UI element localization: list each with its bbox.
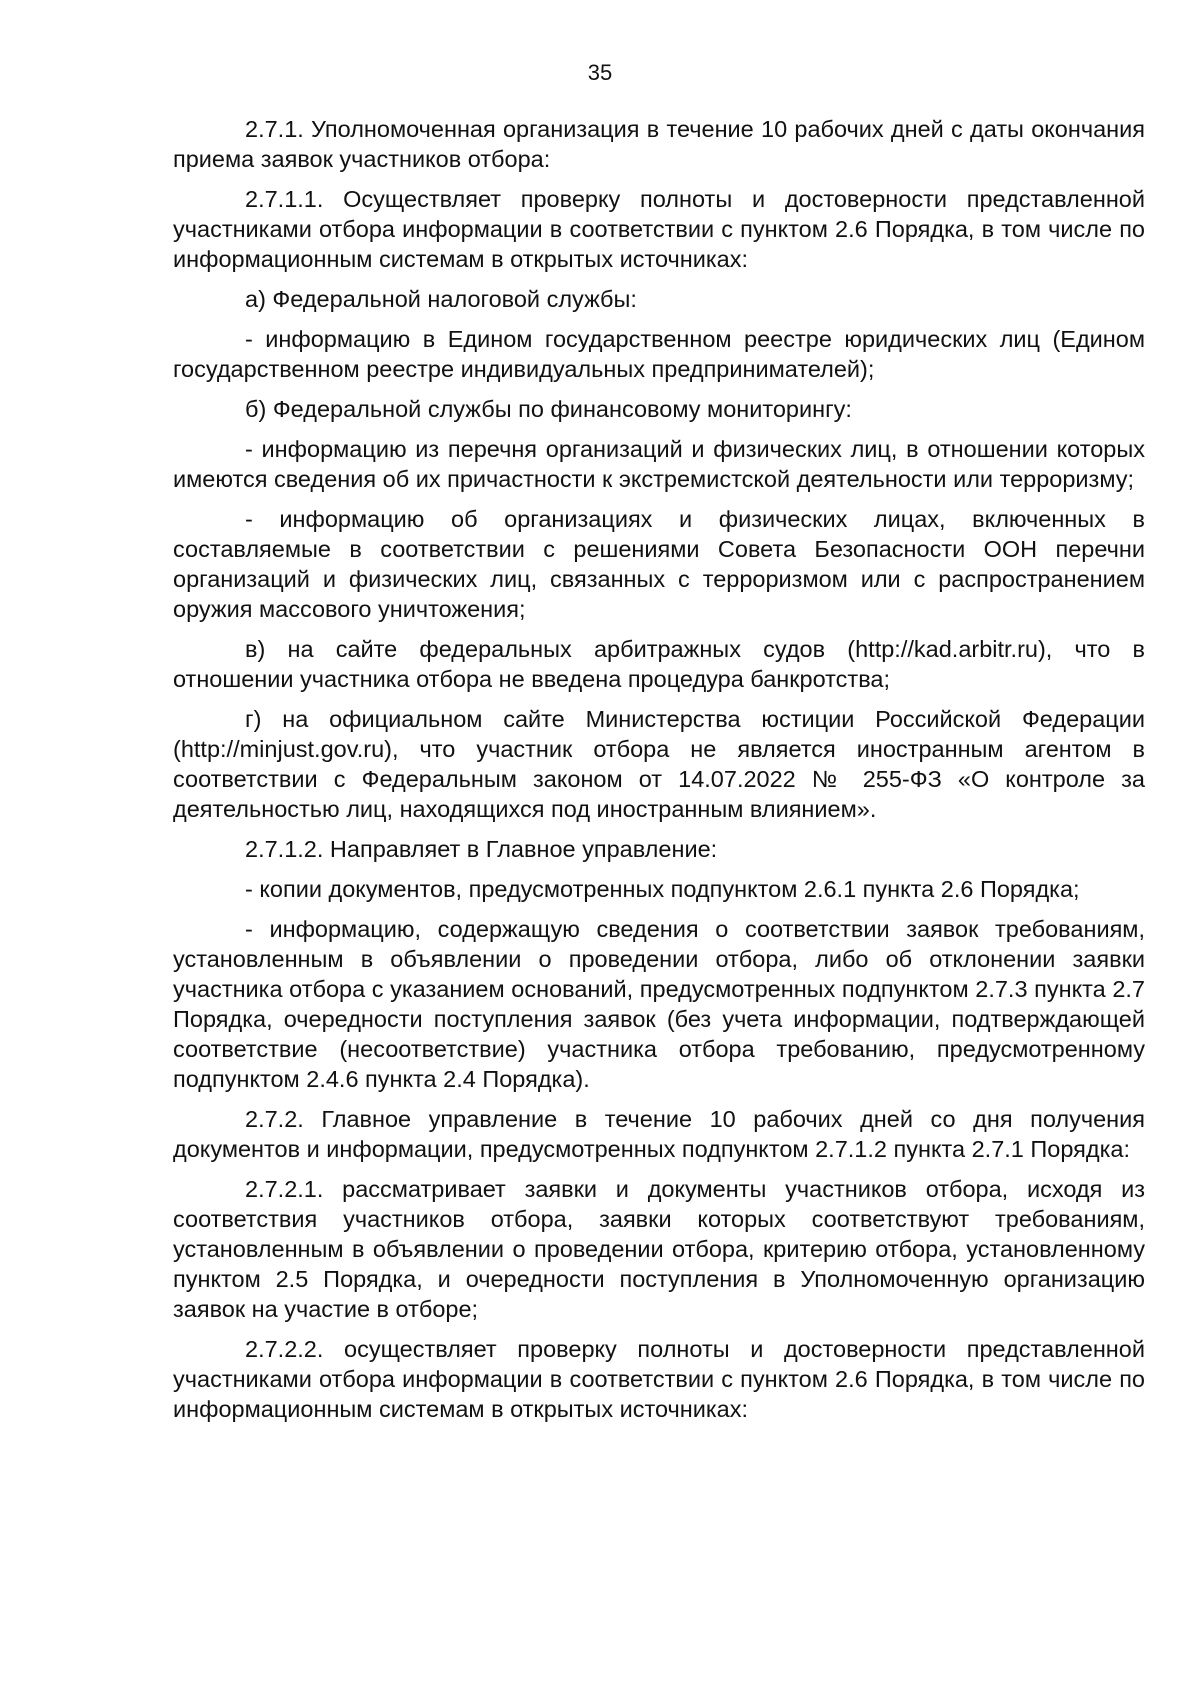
paragraph-un-security-council-list: - информацию об организациях и физических лицах, включенных в составляемые в соответствии с решениями Совета Безопасности ООН перечни организаций и физических лиц, связанных с терроризмом или с распространением оружия массового уничтожения; (173, 506, 1145, 622)
paragraph-2-7-1-1: 2.7.1.1. Осуществляет проверку полноты и достоверности представленной участниками отбора информации в соответствии с пунктом 2.6 Порядка, в том числе по информационным системам в открытых источниках: (173, 186, 1145, 272)
paragraph-2-7-2: 2.7.2. Главное управление в течение 10 рабочих дней со дня получения документов и информации, предусмотренных подпунктом 2.7.1.2 пункта 2.7.1 Порядка: (173, 1106, 1145, 1162)
paragraph-2-7-2-1: 2.7.2.1. рассматривает заявки и документы участников отбора, исходя из соответствия участников отбора, заявки которых соответствуют требованиям, установленным в объявлении о проведении отбора, критерию отбора, установленному пунктом 2.5 Порядка, и очередности поступления в Уполномоченную организацию заявок на участие в отборе; (173, 1176, 1145, 1322)
paragraph-2-7-2-2: 2.7.2.2. осуществляет проверку полноты и достоверности представленной участниками отбора информации в соответствии с пунктом 2.6 Порядка, в том числе по информационным системам в открытых источниках: (173, 1336, 1145, 1422)
paragraph-egrul-info: - информацию в Едином государственном реестре юридических лиц (Едином государственном реестре индивидуальных предпринимателей); (173, 326, 1145, 382)
paragraph-item-v: в) на сайте федеральных арбитражных судов (http://kad.arbitr.ru), что в отношении участника отбора не введена процедура банкротства; (173, 636, 1145, 692)
paragraph-compliance-info: - информацию, содержащую сведения о соответствии заявок требованиям, установленным в объявлении о проведении отбора, либо об отклонении заявки участника отбора с указанием оснований, предусмотренных подпунктом 2.7.3 пункта 2.7 Порядка, очередности поступления заявок (без учета информации, подтверждающей соответствие (несоответствие) участника отбора требованию, предусмотренному подпунктом 2.4.6 пункта 2.4 Порядка). (173, 916, 1145, 1092)
paragraph-document-copies: - копии документов, предусмотренных подпунктом 2.6.1 пункта 2.6 Порядка; (245, 876, 1080, 902)
document-body (173, 114, 1145, 1434)
paragraph-2-7-1-2: 2.7.1.2. Направляет в Главное управление: (245, 836, 718, 862)
paragraph-2-7-1: 2.7.1. Уполномоченная организация в течение 10 рабочих дней с даты окончания приема заявок участников отбора: (173, 116, 1145, 172)
paragraph-item-g: г) на официальном сайте Министерства юстиции Российской Федерации (http://minjust.gov.ru), что участник отбора не является иностранным агентом в соответствии с Федеральным законом от 14.07.2022 № 255-ФЗ «О контроле за деятельностью лиц, находящихся под иностранным влиянием». (173, 706, 1145, 822)
paragraph-item-a: а) Федеральной налоговой службы: (245, 286, 637, 312)
paragraph-item-b: б) Федеральной службы по финансовому мониторингу: (245, 396, 852, 422)
paragraph-extremism-list: - информацию из перечня организаций и физических лиц, в отношении которых имеются сведения об их причастности к экстремистской деятельности или терроризму; (173, 436, 1145, 492)
page-number: 35 (587, 60, 613, 85)
